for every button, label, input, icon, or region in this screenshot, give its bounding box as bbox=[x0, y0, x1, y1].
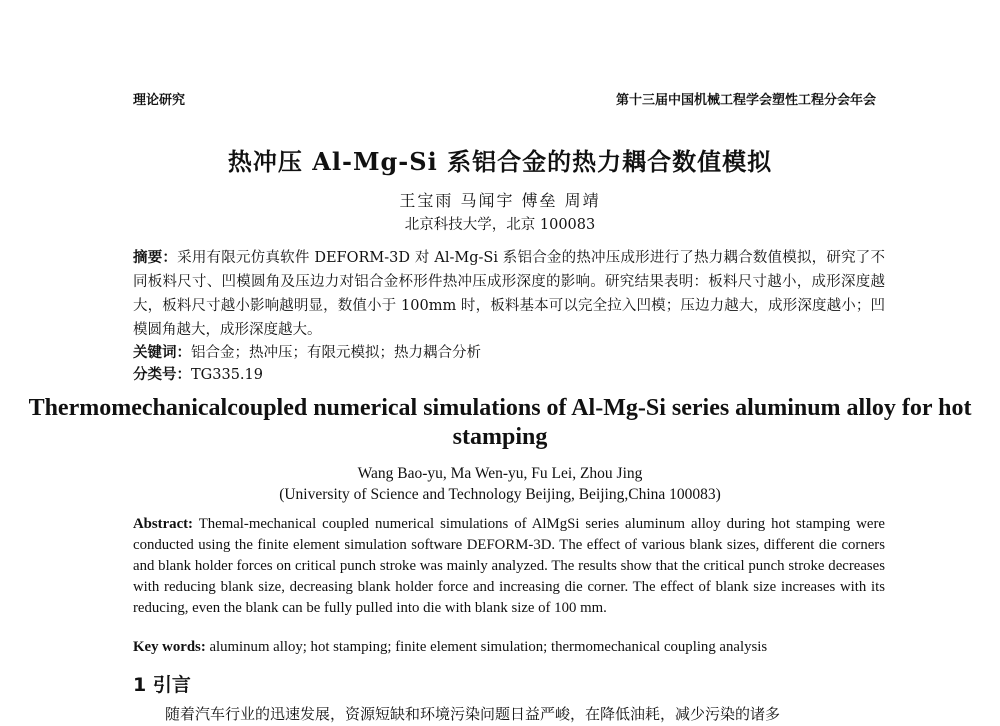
english-abstract-label: Abstract: bbox=[133, 516, 193, 532]
chinese-keywords-label: 关键词： bbox=[133, 344, 191, 361]
english-abstract-text: Themal-mechanical coupled numerical simulations of AlMgSi series aluminum alloy during hot stamping were conducted using the finite element simulation software DEFORM-3D. The effect of various blank sizes, different die corners and blank holder forces on critical punch stroke was mainly analyzed. The results show that the critical punch stroke decreases with reducing blank size, decreasing blank holder force and increasing die corner. The effect of blank size increases with its reducing, even the blank can be fully pulled into die with blank size of 100 mm. bbox=[133, 516, 885, 616]
classification-label: 分类号： bbox=[133, 366, 191, 383]
english-abstract bbox=[133, 514, 885, 619]
chinese-keywords-text: 铝合金；热冲压；有限元模拟；热力耦合分析 bbox=[191, 345, 481, 361]
section-heading-introduction: 1 引言 bbox=[133, 674, 191, 696]
english-keywords-label: Key words: bbox=[133, 639, 206, 655]
english-authors: Wang Bao-yu, Ma Wen-yu, Fu Lei, Zhou Jing bbox=[357, 465, 643, 482]
chinese-abstract bbox=[133, 246, 885, 342]
chinese-title: 热冲压 Al-Mg-Si 系铝合金的热力耦合数值模拟 bbox=[227, 147, 773, 176]
english-affiliation: (University of Science and Technology Beijing, Beijing,China 100083) bbox=[279, 486, 721, 503]
running-header-left: 理论研究 bbox=[133, 93, 186, 108]
english-keywords bbox=[133, 639, 767, 656]
running-header-right: 第十三届中国机械工程学会塑性工程分会年会 bbox=[615, 93, 876, 108]
classification-number bbox=[133, 363, 885, 387]
chinese-affiliation: 北京科技大学，北京 100083 bbox=[404, 217, 596, 233]
chinese-authors: 王宝雨 马闻宇 傅垒 周靖 bbox=[399, 191, 601, 210]
english-keywords-text: aluminum alloy; hot stamping; finite element simulation; thermomechanical coupling analysis bbox=[209, 639, 768, 655]
english-title: Thermomechanicalcoupled numerical simulations of Al-Mg-Si series aluminum alloy for hot stamping bbox=[28, 395, 972, 450]
introduction-first-line: 随着汽车行业的迅速发展，资源短缺和环境污染问题日益严峻，在降低油耗，减少污染的诸多 bbox=[165, 705, 781, 723]
classification-text: TG335.19 bbox=[191, 367, 263, 383]
chinese-abstract-label: 摘要： bbox=[133, 249, 178, 266]
chinese-keywords bbox=[133, 341, 885, 365]
chinese-abstract-text: 采用有限元仿真软件 DEFORM-3D 对 Al-Mg-Si 系铝合金的热冲压成形进行了热力耦合数值模拟，研究了不同板料尺寸、凹模圆角及压边力对铝合金杯形件热冲压成形深度的影响。研究结果表明：板料尺寸越小，成形深度越大，板料尺寸越小影响越明显，数值小于 100mm 时，板料基本可以完全拉入凹模；压边力越大，成形深度越小；凹模圆角越大，成形深度越大。 bbox=[133, 250, 886, 338]
